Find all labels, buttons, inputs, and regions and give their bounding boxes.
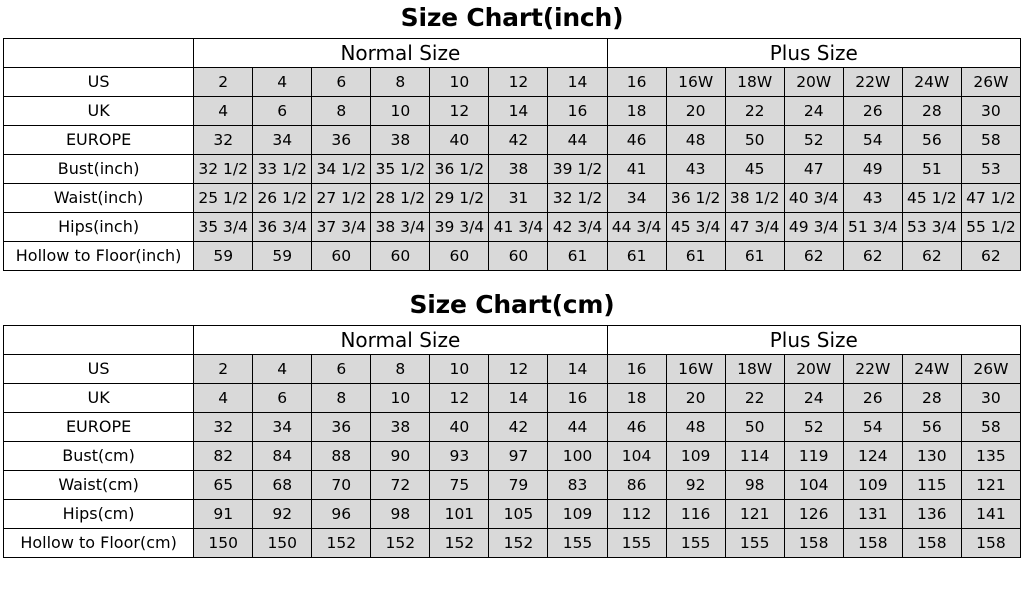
cell: 141	[961, 499, 1020, 528]
cell: 60	[312, 241, 371, 270]
cell: 12	[489, 67, 548, 96]
table-row	[4, 241, 1021, 270]
cell: 109	[666, 441, 725, 470]
cell: 26W	[961, 354, 1020, 383]
cell: 38	[371, 125, 430, 154]
cell: 155	[725, 528, 784, 557]
cell: 83	[548, 470, 607, 499]
cell: 44	[548, 125, 607, 154]
cell: 14	[548, 67, 607, 96]
table-row	[4, 470, 1021, 499]
table-row	[4, 154, 1021, 183]
cell: 97	[489, 441, 548, 470]
table-row	[4, 499, 1021, 528]
table-row	[4, 412, 1021, 441]
cell: 47 1/2	[961, 183, 1020, 212]
row-label: UK	[4, 383, 194, 412]
cell: 150	[194, 528, 253, 557]
cell: 36 3/4	[253, 212, 312, 241]
size-chart-cm-block	[0, 287, 1024, 558]
cell: 28	[902, 383, 961, 412]
cell: 36	[312, 125, 371, 154]
cell: 131	[843, 499, 902, 528]
cell: 158	[784, 528, 843, 557]
cell: 10	[371, 383, 430, 412]
row-label: Waist(inch)	[4, 183, 194, 212]
cell: 61	[725, 241, 784, 270]
cell: 61	[666, 241, 725, 270]
cell: 26 1/2	[253, 183, 312, 212]
cell: 90	[371, 441, 430, 470]
cell: 46	[607, 125, 666, 154]
cell: 121	[961, 470, 1020, 499]
cell: 34	[253, 125, 312, 154]
cell: 36 1/2	[430, 154, 489, 183]
cell: 49 3/4	[784, 212, 843, 241]
cell: 36	[312, 412, 371, 441]
cell: 41	[607, 154, 666, 183]
cell: 84	[253, 441, 312, 470]
cell: 4	[194, 96, 253, 125]
cell: 51	[902, 154, 961, 183]
cell: 37 3/4	[312, 212, 371, 241]
cell: 32	[194, 412, 253, 441]
page-title-inch: Size Chart(inch)	[400, 3, 624, 32]
row-label: EUROPE	[4, 125, 194, 154]
cell: 86	[607, 470, 666, 499]
section-spacer	[0, 271, 1024, 287]
cell: 22	[725, 383, 784, 412]
cell: 60	[371, 241, 430, 270]
table-row	[4, 354, 1021, 383]
cell: 18	[607, 96, 666, 125]
cell: 20W	[784, 354, 843, 383]
cell: 26W	[961, 67, 1020, 96]
cell: 6	[312, 354, 371, 383]
table-row	[4, 441, 1021, 470]
cell: 24	[784, 383, 843, 412]
table-row	[4, 528, 1021, 557]
row-label: Hips(inch)	[4, 212, 194, 241]
table-row	[4, 67, 1021, 96]
cell: 50	[725, 412, 784, 441]
cell: 152	[371, 528, 430, 557]
cell: 41 3/4	[489, 212, 548, 241]
cell: 52	[784, 412, 843, 441]
cell: 135	[961, 441, 1020, 470]
cell: 8	[312, 96, 371, 125]
cell: 22	[725, 96, 784, 125]
cell: 109	[843, 470, 902, 499]
cell: 40	[430, 125, 489, 154]
cell: 39 1/2	[548, 154, 607, 183]
cell: 82	[194, 441, 253, 470]
cell: 38	[489, 154, 548, 183]
cell: 152	[430, 528, 489, 557]
cell: 96	[312, 499, 371, 528]
cell: 54	[843, 412, 902, 441]
cell: 70	[312, 470, 371, 499]
cell: 10	[430, 67, 489, 96]
cell: 38 1/2	[725, 183, 784, 212]
cell: 38	[371, 412, 430, 441]
cell: 100	[548, 441, 607, 470]
cell: 24W	[902, 67, 961, 96]
cell: 14	[489, 96, 548, 125]
cell: 18	[607, 383, 666, 412]
cell: 44 3/4	[607, 212, 666, 241]
cell: 22W	[843, 354, 902, 383]
cell: 72	[371, 470, 430, 499]
cell: 45 1/2	[902, 183, 961, 212]
cell: 49	[843, 154, 902, 183]
cell: 158	[843, 528, 902, 557]
cell: 18W	[725, 67, 784, 96]
row-label: US	[4, 67, 194, 96]
cell: 152	[312, 528, 371, 557]
cell: 101	[430, 499, 489, 528]
cell: 62	[902, 241, 961, 270]
cell: 59	[253, 241, 312, 270]
cell: 47 3/4	[725, 212, 784, 241]
cell: 16	[548, 383, 607, 412]
cell: 126	[784, 499, 843, 528]
cell: 52	[784, 125, 843, 154]
cell: 2	[194, 67, 253, 96]
cell: 116	[666, 499, 725, 528]
cell: 48	[666, 412, 725, 441]
cell: 53 3/4	[902, 212, 961, 241]
cell: 20	[666, 96, 725, 125]
cell: 104	[784, 470, 843, 499]
cell: 58	[961, 412, 1020, 441]
cell: 53	[961, 154, 1020, 183]
cell: 26	[843, 96, 902, 125]
table-row	[4, 183, 1021, 212]
cell: 8	[312, 383, 371, 412]
cell: 35 1/2	[371, 154, 430, 183]
cell: 62	[961, 241, 1020, 270]
cell: 14	[489, 383, 548, 412]
cell: 27 1/2	[312, 183, 371, 212]
row-label: Bust(cm)	[4, 441, 194, 470]
corner-cell	[4, 38, 194, 67]
cell: 34 1/2	[312, 154, 371, 183]
cell: 62	[843, 241, 902, 270]
size-chart-inch-block	[0, 0, 1024, 271]
cell: 155	[548, 528, 607, 557]
group-header-plus-cm: Plus Size	[607, 325, 1020, 354]
corner-cell	[4, 325, 194, 354]
cell: 61	[607, 241, 666, 270]
cell: 68	[253, 470, 312, 499]
cell: 51 3/4	[843, 212, 902, 241]
size-chart-inch-table	[3, 38, 1021, 271]
cell: 20	[666, 383, 725, 412]
row-label: UK	[4, 96, 194, 125]
cell: 158	[902, 528, 961, 557]
cell: 46	[607, 412, 666, 441]
cell: 34	[607, 183, 666, 212]
cell: 8	[371, 354, 430, 383]
row-label: US	[4, 354, 194, 383]
cell: 92	[666, 470, 725, 499]
cell: 35 3/4	[194, 212, 253, 241]
cell: 109	[548, 499, 607, 528]
cell: 12	[430, 96, 489, 125]
row-label: Hollow to Floor(inch)	[4, 241, 194, 270]
cell: 32 1/2	[194, 154, 253, 183]
cell: 61	[548, 241, 607, 270]
cell: 42 3/4	[548, 212, 607, 241]
cell: 30	[961, 96, 1020, 125]
cell: 10	[430, 354, 489, 383]
cell: 12	[430, 383, 489, 412]
table-row-group-header	[4, 325, 1021, 354]
cell: 31	[489, 183, 548, 212]
cell: 32	[194, 125, 253, 154]
cell: 6	[253, 96, 312, 125]
cell: 16	[607, 67, 666, 96]
cell: 29 1/2	[430, 183, 489, 212]
cell: 10	[371, 96, 430, 125]
cell: 40 3/4	[784, 183, 843, 212]
cell: 155	[607, 528, 666, 557]
cell: 114	[725, 441, 784, 470]
row-label: Hollow to Floor(cm)	[4, 528, 194, 557]
table-row	[4, 383, 1021, 412]
cell: 16	[607, 354, 666, 383]
cell: 88	[312, 441, 371, 470]
cell: 98	[725, 470, 784, 499]
cell: 38 3/4	[371, 212, 430, 241]
cell: 44	[548, 412, 607, 441]
cell: 26	[843, 383, 902, 412]
cell: 58	[961, 125, 1020, 154]
cell: 8	[371, 67, 430, 96]
cell: 42	[489, 125, 548, 154]
cell: 30	[961, 383, 1020, 412]
cell: 60	[489, 241, 548, 270]
cell: 24W	[902, 354, 961, 383]
cell: 65	[194, 470, 253, 499]
cell: 14	[548, 354, 607, 383]
cell: 6	[253, 383, 312, 412]
cell: 55 1/2	[961, 212, 1020, 241]
cell: 121	[725, 499, 784, 528]
cell: 136	[902, 499, 961, 528]
cell: 36 1/2	[666, 183, 725, 212]
cell: 124	[843, 441, 902, 470]
cell: 98	[371, 499, 430, 528]
cell: 50	[725, 125, 784, 154]
cell: 28 1/2	[371, 183, 430, 212]
cell: 4	[253, 354, 312, 383]
cell: 62	[784, 241, 843, 270]
cell: 33 1/2	[253, 154, 312, 183]
cell: 75	[430, 470, 489, 499]
cell: 150	[253, 528, 312, 557]
cell: 24	[784, 96, 843, 125]
table-row-group-header	[4, 38, 1021, 67]
page-title-cm: Size Chart(cm)	[409, 289, 615, 319]
cell: 112	[607, 499, 666, 528]
cell: 42	[489, 412, 548, 441]
cell: 22W	[843, 67, 902, 96]
cell: 25 1/2	[194, 183, 253, 212]
cell: 43	[843, 183, 902, 212]
cell: 16	[548, 96, 607, 125]
row-label: Bust(inch)	[4, 154, 194, 183]
cell: 54	[843, 125, 902, 154]
cell: 48	[666, 125, 725, 154]
group-header-normal-cm: Normal Size	[194, 325, 607, 354]
cell: 115	[902, 470, 961, 499]
cell: 39 3/4	[430, 212, 489, 241]
group-header-plus-inch: Plus Size	[607, 38, 1020, 67]
cell: 34	[253, 412, 312, 441]
cell: 12	[489, 354, 548, 383]
cell: 79	[489, 470, 548, 499]
cell: 158	[961, 528, 1020, 557]
group-header-normal-inch: Normal Size	[194, 38, 607, 67]
cell: 45 3/4	[666, 212, 725, 241]
row-label: Waist(cm)	[4, 470, 194, 499]
cell: 16W	[666, 67, 725, 96]
row-label: EUROPE	[4, 412, 194, 441]
table-row	[4, 125, 1021, 154]
cell: 60	[430, 241, 489, 270]
cell: 59	[194, 241, 253, 270]
row-label: Hips(cm)	[4, 499, 194, 528]
cell: 18W	[725, 354, 784, 383]
cell: 2	[194, 354, 253, 383]
cell: 32 1/2	[548, 183, 607, 212]
cell: 28	[902, 96, 961, 125]
cell: 40	[430, 412, 489, 441]
cell: 91	[194, 499, 253, 528]
cell: 16W	[666, 354, 725, 383]
table-row	[4, 212, 1021, 241]
cell: 56	[902, 412, 961, 441]
cell: 92	[253, 499, 312, 528]
cell: 155	[666, 528, 725, 557]
cell: 130	[902, 441, 961, 470]
cell: 119	[784, 441, 843, 470]
table-row	[4, 96, 1021, 125]
size-chart-cm-table	[3, 325, 1021, 558]
cell: 93	[430, 441, 489, 470]
cell: 56	[902, 125, 961, 154]
cell: 43	[666, 154, 725, 183]
cell: 105	[489, 499, 548, 528]
cell: 4	[253, 67, 312, 96]
cell: 20W	[784, 67, 843, 96]
cell: 6	[312, 67, 371, 96]
cell: 45	[725, 154, 784, 183]
cell: 152	[489, 528, 548, 557]
cell: 104	[607, 441, 666, 470]
cell: 4	[194, 383, 253, 412]
cell: 47	[784, 154, 843, 183]
